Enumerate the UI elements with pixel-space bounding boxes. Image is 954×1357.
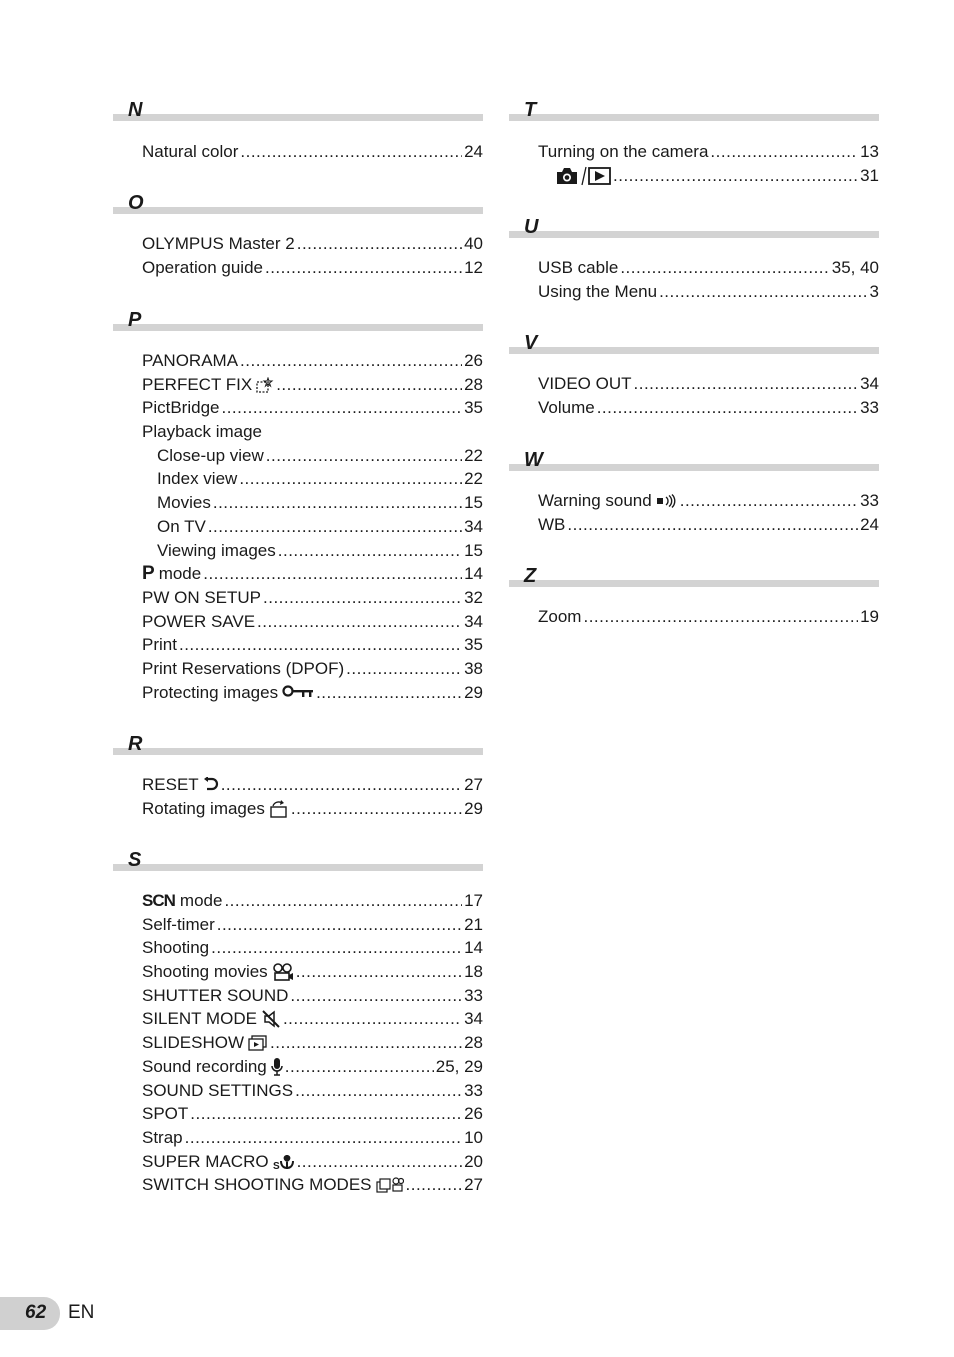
section-header bbox=[113, 310, 483, 334]
entry-page: 27 bbox=[464, 1175, 483, 1195]
entry-page: 38 bbox=[464, 658, 483, 678]
reset-arrow-icon bbox=[203, 777, 219, 793]
section-header bbox=[509, 450, 879, 474]
dot-leader bbox=[406, 1173, 463, 1197]
index-section-p bbox=[113, 309, 483, 702]
entry-page: 33 bbox=[860, 491, 879, 510]
index-section-t bbox=[509, 99, 879, 185]
silent-mode-icon bbox=[261, 1010, 281, 1028]
section-divider bbox=[509, 464, 879, 471]
entry-page: 24 bbox=[464, 142, 483, 161]
entry-page: 21 bbox=[464, 914, 483, 934]
entry-page: 28 bbox=[464, 374, 483, 394]
entry-label: Rotating images bbox=[142, 798, 265, 818]
dot-leader bbox=[583, 605, 858, 629]
svg-text:S: S bbox=[272, 1161, 280, 1171]
index-entry bbox=[142, 420, 483, 444]
index-entry bbox=[142, 1150, 483, 1174]
index-section-n bbox=[113, 99, 483, 161]
section-divider bbox=[113, 114, 483, 121]
section-divider bbox=[509, 347, 879, 354]
entry-page: 34 bbox=[464, 611, 483, 631]
index-section-w bbox=[509, 449, 879, 534]
entry-label: PW ON SETUP bbox=[142, 587, 262, 607]
index-entry bbox=[142, 349, 483, 373]
section-header bbox=[113, 734, 483, 758]
entry-page: 12 bbox=[464, 257, 483, 277]
entry-label: Strap bbox=[142, 1127, 183, 1147]
section-letter: R bbox=[128, 733, 143, 755]
entry-page: 22 bbox=[464, 445, 483, 465]
dot-leader bbox=[296, 960, 462, 984]
dot-leader bbox=[263, 586, 462, 610]
protect-key-icon bbox=[282, 685, 314, 699]
entry-label: Protecting images bbox=[142, 682, 279, 702]
entry-page: 28 bbox=[464, 1033, 483, 1053]
index-section-z bbox=[509, 565, 879, 626]
entry-page: 33 bbox=[464, 1080, 483, 1100]
entry-page: 18 bbox=[464, 962, 483, 982]
entry-page: 32 bbox=[464, 587, 483, 607]
entry-label: Turning on the camera bbox=[538, 142, 709, 161]
entry-label: SWITCH SHOOTING MODES bbox=[142, 1175, 372, 1195]
index-entry bbox=[142, 1126, 483, 1150]
entry-page: 19 bbox=[860, 607, 879, 626]
section-divider bbox=[509, 114, 879, 121]
entry-label: USB cable bbox=[538, 258, 619, 277]
dot-leader bbox=[597, 396, 858, 420]
dot-leader bbox=[270, 1031, 462, 1055]
index-subentry bbox=[142, 491, 483, 515]
dot-leader bbox=[239, 467, 462, 491]
entry-page: 35 bbox=[464, 398, 483, 418]
entry-page: 10 bbox=[464, 1127, 483, 1147]
entry-label: On TV bbox=[157, 516, 206, 536]
index-entry bbox=[142, 256, 483, 280]
dot-leader bbox=[285, 1055, 434, 1079]
index-entry bbox=[142, 936, 483, 960]
index-entry bbox=[538, 513, 879, 537]
entry-label: Volume bbox=[538, 397, 595, 417]
section-header bbox=[509, 566, 879, 590]
entry-page: 22 bbox=[464, 469, 483, 489]
entry-label: Operation guide bbox=[142, 257, 263, 277]
index-entry bbox=[538, 396, 879, 420]
index-entry bbox=[142, 889, 483, 913]
dot-leader bbox=[221, 396, 462, 420]
entry-label: OLYMPUS Master 2 bbox=[142, 234, 295, 253]
entry-page: 34 bbox=[464, 516, 483, 536]
page-number: 62 bbox=[25, 1302, 47, 1323]
dot-leader bbox=[346, 657, 462, 681]
entry-label: Shooting movies bbox=[142, 962, 268, 982]
section-header bbox=[509, 217, 879, 241]
section-letter: T bbox=[524, 99, 537, 121]
dot-leader bbox=[221, 773, 462, 797]
movie-icon bbox=[272, 963, 294, 981]
entry-label: Print bbox=[142, 635, 177, 655]
index-section-s bbox=[113, 849, 483, 1195]
dot-leader bbox=[710, 140, 858, 164]
dot-leader bbox=[316, 681, 462, 705]
index-entry bbox=[142, 1079, 483, 1103]
section-letter: S bbox=[128, 849, 142, 871]
index-entry bbox=[142, 633, 483, 657]
section-divider bbox=[113, 748, 483, 755]
super-macro-icon bbox=[273, 1152, 295, 1170]
entry-label: Using the Menu bbox=[538, 281, 658, 301]
entry-label: Zoom bbox=[538, 607, 582, 626]
entry-page: 35 bbox=[464, 635, 483, 655]
entry-label: PANORAMA bbox=[142, 351, 239, 370]
index-entry bbox=[142, 586, 483, 610]
index-entry bbox=[142, 373, 483, 397]
warning-sound-icon bbox=[656, 494, 678, 508]
index-subentry bbox=[142, 444, 483, 468]
entry-label: Self-timer bbox=[142, 914, 215, 934]
entry-page: 29 bbox=[464, 682, 483, 702]
dot-leader bbox=[634, 372, 859, 396]
entry-label: SOUND SETTINGS bbox=[142, 1080, 294, 1100]
entry-label: PERFECT FIX bbox=[142, 374, 253, 394]
entry-label: RESET bbox=[142, 775, 199, 794]
entry-page: 33 bbox=[464, 985, 483, 1005]
section-letter: W bbox=[524, 449, 543, 471]
entry-page: 33 bbox=[860, 397, 879, 417]
entry-label: Playback image bbox=[142, 422, 263, 442]
section-divider bbox=[113, 864, 483, 871]
dot-leader bbox=[179, 633, 462, 657]
section-divider bbox=[509, 580, 879, 587]
index-entry bbox=[142, 913, 483, 937]
dot-leader bbox=[257, 610, 462, 634]
index-entry bbox=[142, 797, 483, 821]
entry-label: Viewing images bbox=[157, 540, 276, 560]
index-entry bbox=[142, 984, 483, 1008]
entry-page: 25, 29 bbox=[435, 1056, 483, 1076]
entry-label: Close-up view bbox=[157, 445, 264, 465]
index-entry bbox=[142, 1173, 483, 1197]
dot-leader bbox=[680, 489, 858, 513]
entry-label: SHUTTER SOUND bbox=[142, 985, 289, 1005]
dot-leader bbox=[276, 373, 462, 397]
entry-label: mode bbox=[179, 891, 223, 910]
section-letter: Z bbox=[524, 565, 537, 587]
dot-leader bbox=[265, 256, 462, 280]
index-entry bbox=[142, 1007, 483, 1031]
rotate-icon bbox=[269, 800, 289, 818]
index-entry bbox=[142, 140, 483, 164]
entry-label: SUPER MACRO bbox=[142, 1151, 269, 1171]
entry-label: Shooting bbox=[142, 938, 210, 958]
dot-leader bbox=[211, 936, 462, 960]
index-entry bbox=[142, 960, 483, 984]
section-header bbox=[113, 193, 483, 217]
entry-label: Natural color bbox=[142, 142, 239, 161]
index-section-o bbox=[113, 192, 483, 277]
index-entry bbox=[142, 1031, 483, 1055]
index-subentry bbox=[142, 515, 483, 539]
index-subentry bbox=[538, 164, 879, 188]
index-entry bbox=[538, 605, 879, 629]
entry-page: 15 bbox=[464, 493, 483, 513]
entry-label: Warning sound bbox=[538, 491, 652, 510]
index-entry bbox=[538, 372, 879, 396]
dot-leader bbox=[295, 1079, 462, 1103]
entry-label: WB bbox=[538, 514, 566, 534]
index-entry bbox=[142, 681, 483, 705]
index-entry bbox=[538, 489, 879, 513]
entry-label: mode bbox=[158, 564, 202, 584]
entry-label: Index view bbox=[157, 469, 238, 489]
dot-leader bbox=[291, 797, 462, 821]
microphone-icon bbox=[271, 1058, 283, 1076]
entry-page: 35, 40 bbox=[831, 258, 879, 277]
section-divider bbox=[113, 207, 483, 214]
dot-leader bbox=[190, 1102, 462, 1126]
entry-page: 27 bbox=[464, 775, 483, 794]
entry-label: Movies bbox=[157, 493, 211, 513]
dot-leader bbox=[240, 349, 462, 373]
entry-label: VIDEO OUT bbox=[538, 374, 632, 393]
dot-leader bbox=[224, 889, 462, 913]
section-divider bbox=[509, 231, 879, 238]
section-letter: V bbox=[524, 332, 538, 354]
dot-leader bbox=[290, 984, 462, 1008]
index-subentry bbox=[142, 467, 483, 491]
entry-label: PictBridge bbox=[142, 398, 220, 418]
dot-leader bbox=[659, 280, 867, 304]
index-entry bbox=[142, 396, 483, 420]
section-header bbox=[509, 100, 879, 124]
index-entry bbox=[142, 657, 483, 681]
language-label: EN bbox=[68, 1302, 95, 1323]
section-letter: N bbox=[128, 99, 143, 121]
index-entry bbox=[538, 256, 879, 280]
entry-page: 26 bbox=[464, 1104, 483, 1124]
scn-mode-glyph: SCN bbox=[142, 891, 175, 910]
entry-page: 31 bbox=[860, 165, 879, 185]
entry-page: 15 bbox=[464, 540, 483, 560]
entry-page: 34 bbox=[860, 374, 879, 393]
entry-label: POWER SAVE bbox=[142, 611, 256, 631]
dot-leader bbox=[203, 562, 462, 586]
dot-leader bbox=[213, 491, 462, 515]
dot-leader bbox=[217, 913, 462, 937]
dot-leader bbox=[185, 1126, 462, 1150]
camera-playback-icon bbox=[555, 166, 611, 186]
entry-page: 13 bbox=[860, 142, 879, 161]
index-entry bbox=[538, 280, 879, 304]
perfect-fix-icon bbox=[256, 377, 274, 393]
index-entry bbox=[538, 140, 879, 164]
index-entry bbox=[142, 232, 483, 256]
entry-page: 14 bbox=[464, 564, 483, 584]
dot-leader bbox=[620, 256, 829, 280]
entry-page: 3 bbox=[869, 281, 879, 301]
dot-leader bbox=[266, 444, 462, 468]
dot-leader bbox=[297, 1150, 463, 1174]
entry-page: 29 bbox=[464, 798, 483, 818]
entry-page: 24 bbox=[860, 514, 879, 534]
section-header bbox=[113, 100, 483, 124]
index-entry bbox=[142, 1055, 483, 1079]
entry-page: 20 bbox=[464, 1151, 483, 1171]
dot-leader bbox=[613, 164, 858, 188]
index-section-v bbox=[509, 332, 879, 417]
entry-label: Sound recording bbox=[142, 1056, 267, 1076]
entry-page: 14 bbox=[464, 938, 483, 958]
switch-modes-icon bbox=[376, 1176, 404, 1194]
entry-label: SILENT MODE bbox=[142, 1009, 257, 1029]
dot-leader bbox=[297, 232, 462, 256]
section-header bbox=[113, 850, 483, 874]
dot-leader bbox=[283, 1007, 462, 1031]
slideshow-icon bbox=[248, 1035, 268, 1051]
dot-leader bbox=[567, 513, 858, 537]
index-section-u bbox=[509, 216, 879, 301]
index-entry bbox=[142, 610, 483, 634]
dot-leader bbox=[208, 515, 462, 539]
entry-label: SPOT bbox=[142, 1104, 189, 1124]
entry-page: 26 bbox=[464, 351, 483, 370]
entry-label: SLIDESHOW bbox=[142, 1033, 245, 1053]
section-letter: U bbox=[524, 216, 539, 238]
index-section-r bbox=[113, 733, 483, 818]
entry-page: 40 bbox=[464, 234, 483, 253]
section-header bbox=[509, 333, 879, 357]
index-entry bbox=[142, 773, 483, 797]
dot-leader bbox=[278, 539, 462, 563]
index-subentry bbox=[142, 539, 483, 563]
entry-page: 17 bbox=[464, 891, 483, 910]
entry-page: 34 bbox=[464, 1009, 483, 1029]
dot-leader bbox=[240, 140, 462, 164]
entry-label: Print Reservations (DPOF) bbox=[142, 658, 345, 678]
section-letter: P bbox=[128, 309, 142, 331]
section-letter: O bbox=[128, 192, 144, 214]
section-divider bbox=[113, 324, 483, 331]
p-mode-glyph: P bbox=[142, 563, 155, 585]
index-entry bbox=[142, 1102, 483, 1126]
index-entry bbox=[142, 562, 483, 586]
